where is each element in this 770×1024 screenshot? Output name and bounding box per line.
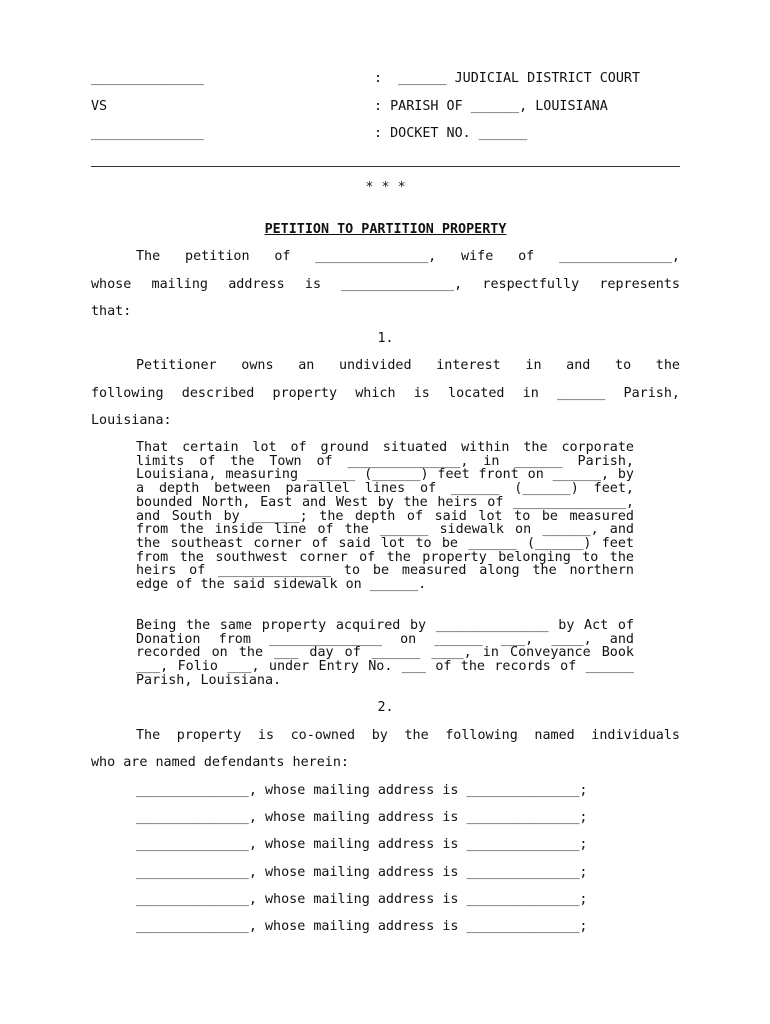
property-description: That certain lot of ground situated within the corporate limits of the Town of ______________, in ______ Parish, Louisiana, measuring ______ (______) feet front on ______, by a depth between parallel lines of ______ (______) feet, bounded North, East and West by the heirs of ______________, and South by ______; the depth of said lot to be measured from the inside line of the ______ sidewalk on ______, and the southeast corner of said lot to be ______ (______) feet from the southwest corner of the property belonging to the heirs of ______________ to be measured along the northern edge of the said sidewalk on ______. — [136, 440, 634, 593]
intro-line-2: whose mailing address is ______________, respectfully represents — [91, 277, 680, 292]
intro-line-1: The petition of ______________, wife of ______________, — [136, 249, 680, 264]
section-stars: * * * — [365, 180, 406, 195]
section-2-line-2: who are named defendants herein: — [91, 755, 349, 770]
plaintiff-blank: ______________ — [91, 71, 204, 86]
defendant-blank: ______________ — [91, 126, 204, 141]
court-line: : ______ JUDICIAL DISTRICT COURT — [374, 71, 641, 86]
section-2-line-1: The property is co-owned by the following named individuals — [136, 728, 680, 743]
acquisition-paragraph: Being the same property acquired by ______________ by Act of Donation from ______________ on ______ ___, ____, and recorded on the ___ day of ______ ____, in Conveyance Book ___, Folio ___, under Entry No. ___ of the records of ______ Parish, Louisiana. — [136, 618, 634, 688]
defendant-entry: ______________, whose mailing address is ______________; — [136, 783, 588, 798]
section-1-line-3: Louisiana: — [91, 413, 172, 428]
document-title: PETITION TO PARTITION PROPERTY — [264, 222, 507, 237]
defendant-entry: ______________, whose mailing address is ______________; — [136, 919, 588, 934]
caption-divider — [91, 166, 680, 167]
defendant-entry: ______________, whose mailing address is ______________; — [136, 865, 588, 880]
defendant-entry: ______________, whose mailing address is ______________; — [136, 892, 588, 907]
versus-label: VS — [91, 99, 108, 114]
parish-line: : PARISH OF ______, LOUISIANA — [374, 99, 608, 114]
section-2-number: 2. — [377, 700, 394, 715]
section-1-number: 1. — [377, 331, 394, 346]
defendant-entry: ______________, whose mailing address is ______________; — [136, 810, 588, 825]
section-1-line-1: Petitioner owns an undivided interest in and to the — [136, 358, 680, 373]
defendant-entry: ______________, whose mailing address is ______________; — [136, 837, 588, 852]
docket-line: : DOCKET NO. ______ — [374, 126, 528, 141]
intro-line-3: that: — [91, 304, 132, 319]
section-1-line-2: following described property which is located in ______ Parish, — [91, 386, 680, 401]
